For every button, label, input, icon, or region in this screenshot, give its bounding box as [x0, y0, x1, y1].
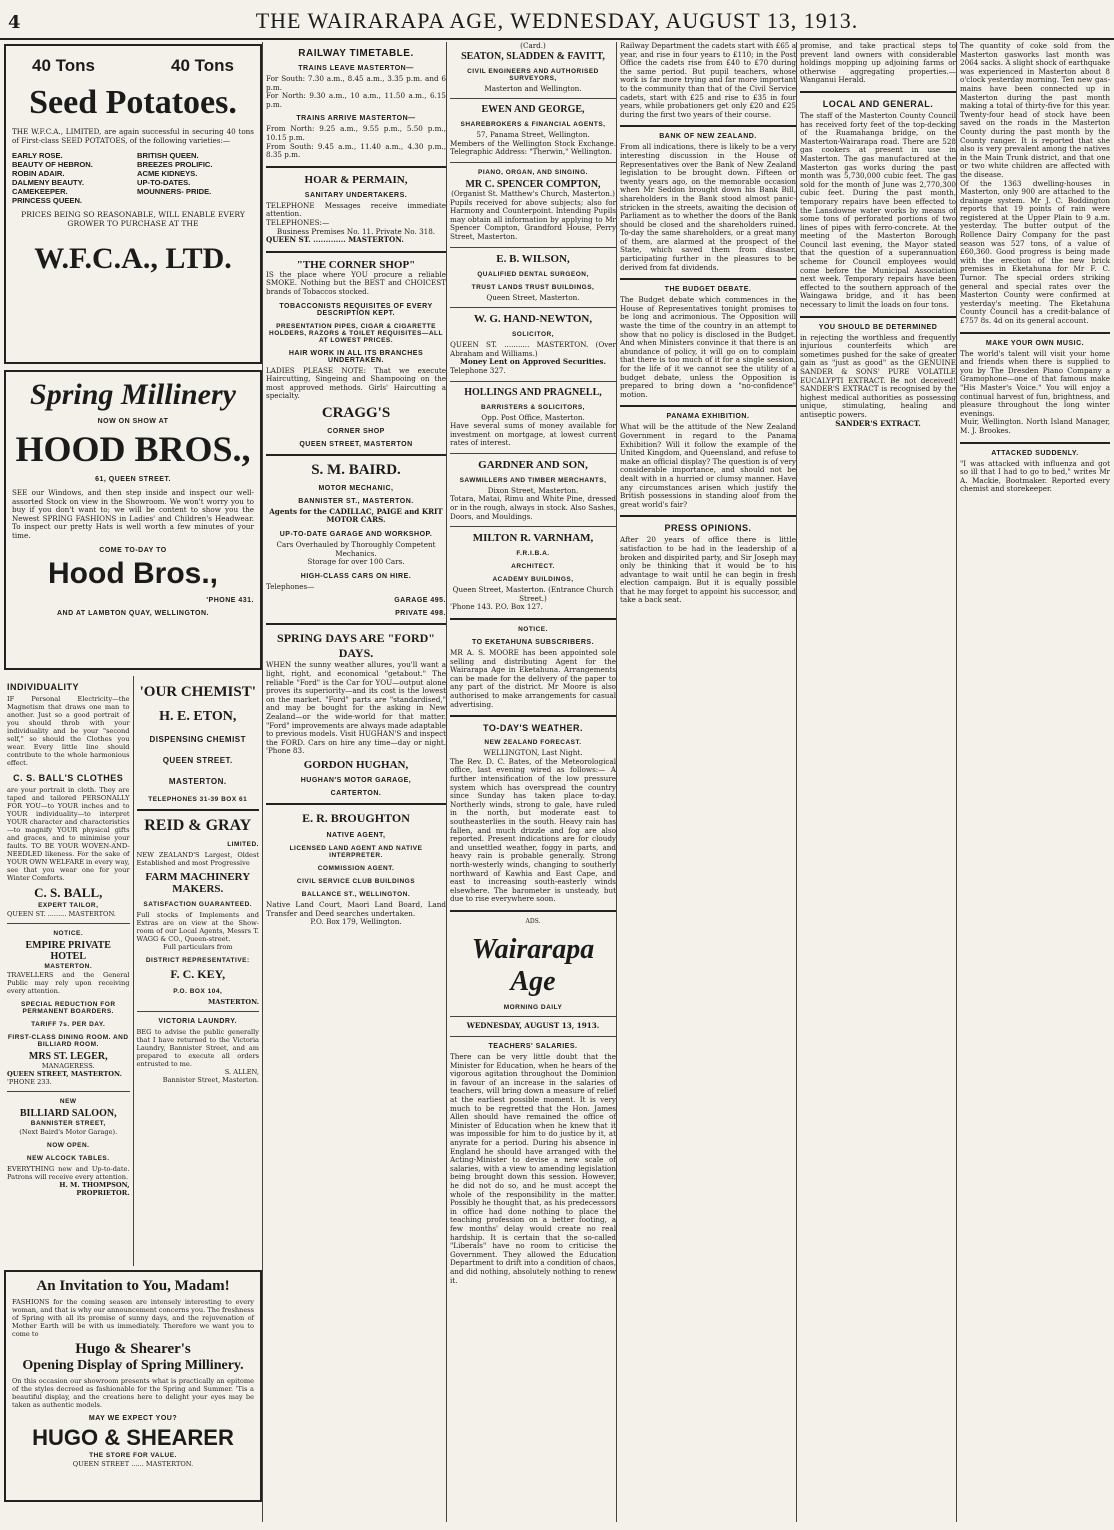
- native-body: Native Land Court, Maori Land Board, Land Transfer and Deed searches undertaken.: [266, 899, 446, 918]
- gardner-body: Totara, Matai, Rimu and White Pine, dressed or in the rough, always in stock. Also Sashes, Doors, and Mouldings.: [450, 494, 616, 521]
- column-editorial: [620, 42, 797, 1522]
- ball-address: QUEEN ST. ......... MASTERTON.: [7, 910, 116, 918]
- music-heading: MAKE YOUR OWN MUSIC.: [985, 339, 1085, 347]
- from-south: From South: 9.45 a.m., 11.40 a.m., 4.30 p.m., 8.35 p.m.: [266, 141, 446, 160]
- hugo-display: Opening Display of Spring Millinery.: [22, 1358, 244, 1373]
- seed-title: Seed Potatoes.: [29, 84, 237, 121]
- hollings-name: HOLLINGS AND PRAGNELL,: [464, 386, 602, 398]
- gordon-name: GORDON HUGHAN,: [303, 758, 409, 771]
- laundry-name: VICTORIA LAUNDRY.: [158, 1018, 238, 1025]
- friba: F.R.I.B.A.: [516, 550, 550, 558]
- hoar-trade: SANITARY UNDERTAKERS.: [304, 191, 408, 199]
- local-body: The staff of the Masterton County Council has received forty feet of the top-decking of the Ruamahanga bridge, on the Masterton-Wairarapa road. There are 528 gas cookers at present in use in Masterton. The gas manufactured at the Masterton gas works during the past month was 5,730,000 cubic feet. The gas sold for the month of June was 2,770,300 cubic feet. During the past month, temporary repairs have been effected to the Lansdowne water works by means of some tons of perforated portions of two lines of pipes with ferro-concrete. At the meeting of the Masterton Borough Council last evening, the Mayor stated that the question of a superannuation scheme for Council employees would come before the Municipal Association next week. Temporary repairs have been effected to the southern approach of the Waingawa bridge, and it has been necessary to limit the loads on four tons.: [800, 110, 956, 310]
- trust-buildings: TRUST LANDS TRUST BUILDINGS,: [471, 283, 595, 291]
- broughton-name: E. R. BROUGHTON: [302, 810, 410, 825]
- billiard-near: (Next Baird's Motor Garage).: [19, 1128, 118, 1136]
- seed-prices: PRICES BEING SO REASONABLE, WILL ENABLE EVERY GROWER TO PURCHASE AT THE: [21, 210, 245, 228]
- varnham-telephone: 'Phone 143. P.O. Box 127.: [450, 602, 543, 612]
- ads-label: ADS.: [525, 917, 541, 925]
- varnham-name: MILTON R. VARNHAM,: [472, 532, 594, 545]
- promise-body: promise, and take practical steps to prevent land owners with considerable holdings mopping up adjoining farms or otherwise aggregating properties.—Wanganui Herald.: [800, 42, 956, 85]
- hotel-phone: 'PHONE 233.: [7, 1078, 52, 1086]
- sawmillers: SAWMILLERS AND TIMBER MERCHANTS,: [459, 476, 607, 484]
- native-agent: NATIVE AGENT,: [326, 831, 386, 839]
- ball-trade: EXPERT TAILOR,: [38, 902, 99, 909]
- gordon-trade: HUGHAN'S MOTOR GARAGE,: [300, 776, 412, 784]
- weather-heading: TO-DAY'S WEATHER.: [483, 723, 583, 734]
- reid-body: NEW ZEALAND'S Largest, Oldest Established and most Progressive: [136, 851, 259, 867]
- ball-body: are your portrait in cloth. They are taped and tailored PERSONALLY FOR YOU—to YOUR inches and to YOUR individuality—to interpret YOUR character and characteristics—to magnify YOUR physical gifts and graces, and to minimise your faults. TO BE YOUR WOVEN-AND-NEEDLED likeness. For the sake of YOUR OWN WELFARE in every way, see that you wear one for your Winter Comforts.: [7, 786, 130, 882]
- billiard-street: BANNISTER STREET,: [30, 1120, 106, 1127]
- hotel-manager-role: MANAGERESS.: [41, 1062, 95, 1070]
- panama-body: What will be the attitude of the New Zealand Government in regard to the Panama Exhibition? Will it follow the example of the United Kingdom, and Queensland, and refuse to make an official display? The question is of very considerable importance, and should not be dealt with in a hurried or clumsy manner. Have any circumstances arisen which justify the British possessions in standing aloof from the great world's fair?: [620, 422, 796, 509]
- hood-address: 61, QUEEN STREET.: [95, 476, 171, 483]
- hood-bros-ad: [4, 370, 262, 670]
- invitation-body: FASHIONS for the coming season are intensely interesting to every woman, and that is why our announcement concerns you. The freshness of Spring with all its promise of sunny days, and the rejuvenation of Mother Earth will be with us immediately. Therefore we want you to come to: [12, 1298, 254, 1338]
- baird-tel-head: Telephones—: [266, 581, 315, 591]
- variety-left-4: CAMEKEEPER.: [12, 187, 68, 197]
- craggs-name: CRAGG'S: [321, 404, 391, 421]
- allen-address: Bannister Street, Masterton.: [162, 1076, 259, 1084]
- billiard-new: NEW: [59, 1098, 77, 1105]
- varnham-address: Queen Street, Masterton. (Entrance Church Street.): [452, 585, 614, 603]
- craggs-corner: CORNER SHOP: [327, 427, 385, 435]
- ewen-name: EWEN AND GEORGE,: [481, 104, 585, 116]
- variety-right-0: BRITISH QUEEN.: [137, 151, 199, 161]
- forecast-heading: NEW ZEALAND FORECAST.: [484, 739, 582, 747]
- piano-heading: PIANO, ORGAN, AND SINGING.: [478, 168, 588, 176]
- panama-heading: PANAMA EXHIBITION.: [666, 413, 750, 421]
- gordon-town: CARTERTON.: [330, 789, 382, 797]
- baird-storage: Storage for over 100 Cars.: [307, 557, 405, 567]
- key-name: F. C. KEY,: [170, 967, 226, 981]
- individuality-heading: INDIVIDUALITY: [7, 682, 80, 692]
- for-north: For North: 9.30 a.m., 10 a.m., 11.50 a.m., 6.15 p.m.: [266, 91, 446, 109]
- press-body: After 20 years of office there is little satisfaction to be had in the leadership of a broken and dispirited party, and Sir Joseph may only be thinking that it would be to his advantage to wait until he can begin in fresh election campaign. But it is equally possible that he may forget to appoint his successor, and take a back seat.: [620, 535, 796, 605]
- baird-overhauled: Cars Overhauled by Thoroughly Competent Mechanics.: [276, 540, 436, 558]
- notice-heading: NOTICE.: [518, 626, 548, 634]
- for-south: For South: 7.30 a.m., 8.45 a.m., 3.35 p.m. and 6 p.m.: [266, 74, 446, 92]
- eton-trade: DISPENSING CHEMIST: [149, 735, 247, 744]
- baird-trade: MOTOR MECHANIC,: [318, 484, 394, 492]
- presentation-pipes: PRESENTATION PIPES, CIGAR & CIGARETTE HOLDERS, RAZORS & TOILET REQUISITES—ALL AT LOWEST PRICES.: [269, 322, 443, 344]
- hood-body: SEE our Windows, and then step inside and inspect our well-assorted Stock on view in the Showroom. We won't worry you to buy if you don't want to; we will be content to show you the Newest SPRING FASHIONS in Ladies' and Children's Headwear. To inspect our pretty Hats is well worth a few minutes of your time.: [12, 488, 254, 540]
- baird-street: BANNISTER ST., MASTERTON.: [298, 497, 414, 505]
- full-particulars: Full particulars from: [162, 943, 233, 951]
- split-left: [4, 676, 133, 1266]
- seed-potatoes-ad: [4, 44, 262, 364]
- compton-organist: (Organist St. Matthew's Church, Masterton.): [451, 188, 615, 198]
- budget-body: The Budget debate which commences in the House of Representatives tonight promises to be long and acrimonious. The Opposition will waste the time of the country in an attempt to show that no policy is disclosed in the Budget. And when Ministers convince it that there is an abundance of policy, it will go on to complain that there is too much of it for a single session, for the life of it we cannot see the utility of a budget debate, unless the Opposition is prepared to bring down a "no-confidence" motion.: [620, 295, 796, 399]
- hugo-shearer-ad: [4, 1270, 262, 1502]
- weather-dateline: WELLINGTON, Last Night.: [483, 748, 583, 758]
- satisfaction: SATISFACTION GUARANTEED.: [143, 901, 253, 908]
- eton-telephones: TELEPHONES 31-39 BOX 61: [148, 796, 248, 803]
- hoar-address: QUEEN ST. ............. MASTERTON.: [266, 235, 404, 245]
- sharebrokers: SHAREBROKERS & FINANCIAL AGENTS,: [460, 121, 606, 129]
- hotel-town: MASTERTON.: [44, 963, 93, 970]
- hand-newton-name: W. G. HAND-NEWTON,: [473, 313, 593, 326]
- budget-heading: THE BUDGET DEBATE.: [664, 286, 752, 294]
- ballance-street: BALLANCE ST., WELLINGTON.: [301, 890, 411, 898]
- hood-phone: 'PHONE 431.: [206, 596, 254, 604]
- press-opinions-heading: PRESS OPINIONS.: [664, 523, 752, 534]
- column-ads-left: [4, 42, 263, 1522]
- newspaper-title: THE WAIRARAPA AGE, WEDNESDAY, AUGUST 13, 1913.: [255, 8, 859, 33]
- hotel-manager: MRS ST. LEGER,: [28, 1051, 108, 1062]
- individuality-body: IF Personal Electricity—the Magnetism that draws one man to another. Just so a good portrait of you should throb with your individuality and be your "second self," so should the Clothes you wear. Every little line should contribute to the whole harmonious effect.: [7, 695, 130, 767]
- eton-name: H. E. ETON,: [159, 709, 237, 724]
- farm-machinery: FARM MACHINERY MAKERS.: [145, 871, 251, 895]
- eton-street: QUEEN STREET.: [162, 756, 233, 765]
- sander-extract: SANDER'S EXTRACT.: [835, 418, 921, 428]
- invitation-title: An Invitation to You, Madam!: [36, 1278, 230, 1294]
- hugo-body-2: On this occasion our showroom presents what is practically an epitome of the styles decreed as fashionable for the Spring and Summer. 'Tis a beautiful display, and the creations here to delight your eyes may be taken as authentic models.: [12, 1377, 254, 1409]
- variety-left-0: EARLY ROSE.: [12, 151, 63, 161]
- coke-body: The quantity of coke sold from the Masterton gasworks last month was 2064 sacks. A slight shock of earthquake was experienced in Masterton about 8 o'clock yesterday morning. Ten new gas-mains have been connected up in Masterton during the past month making a total of thirty-five for this year. Twenty-four head of stock have been saved on the roads in the Masterton County during the past month by the County ranger. It is reported that she also is very prevalent among the natives in the Main Trunk district, and that one or two white children are affected with the disease.: [960, 42, 1110, 179]
- eton-town: MASTERTON.: [168, 777, 227, 786]
- civil-engineers: CIVIL ENGINEERS AND AUTHORISED SURVEYORS,: [467, 67, 599, 82]
- hotel-body: TRAVELLERS and the General Public may rely upon receiving every attention.: [7, 971, 130, 995]
- billiard-name: BILLIARD SALOON,: [19, 1108, 117, 1119]
- local-general-heading: LOCAL AND GENERAL.: [822, 98, 934, 109]
- seed-intro: THE W.F.C.A., LIMITED, are again successful in securing 40 tons of First-class SEED POTATOES, of the following varieties:—: [12, 127, 254, 145]
- subscribers-heading: TO EKETAHUNA SUBSCRIBERS.: [471, 639, 595, 647]
- railway-cadets-body: Railway Department the cadets start with £65 a year, and rise in four years to £110; in the Post Office the cadets rise from £40 to £70 during the same period. But pupil teachers, whose work is far more trying and far more important to the community than that of the Civil Service cadets, start with £25 and rise to £35 in four years, while probationers get only £20 and £25 during the first two years of their course.: [620, 42, 796, 119]
- hair-work: HAIR WORK IN ALL ITS BRANCHES UNDERTAKEN.: [288, 349, 424, 364]
- hotel-notice: NOTICE.: [53, 930, 84, 937]
- wilson-name: E. B. WILSON,: [496, 252, 570, 265]
- moore-notice: MR A. S. MOORE has been appointed sole selling and distributing Agent for the Wairarapa Age in Eketahuna. Arrangements can be made for the delivery of the paper to any part of the district. Mr Moore is also authorised to make arrangements for casual advertising.: [450, 648, 616, 709]
- varieties-left: [12, 151, 129, 205]
- reid-limited: LIMITED.: [227, 841, 259, 848]
- column-cards: [450, 42, 617, 1522]
- ladies-note: LADIES PLEASE NOTE: That we execute Haircutting, Singeing and Shampooing on the most approved methods. Girls' Haircutting a specialty.: [266, 365, 446, 401]
- hotel-name: EMPIRE PRIVATE HOTEL: [25, 940, 111, 962]
- hotel-tariff: TARIFF 7s. PER DAY.: [31, 1021, 106, 1028]
- trains-leave: TRAINS LEAVE MASTERTON—: [298, 65, 414, 72]
- from-north: From North: 9.25 a.m., 9.55 p.m., 5.50 p.m., 10.15 p.m.: [266, 124, 446, 142]
- hood-name-2: Hood Bros.,: [48, 556, 218, 590]
- key-box: P.O. BOX 104,: [173, 988, 223, 995]
- hood-name: HOOD BROS.,: [15, 429, 251, 469]
- sander-body: in rejecting the worthless and frequently injurious counterfeits which are sometimes pushed for the sake of greater gain as "just as good" as the GENUINE SANDER & SONS' PURE VOLATILE EUCALYPTI EXTRACT. Be not deceived! SANDER'S EXTRACT is recognised by the highest medical authorities as possessing unique, stimulating, healing and antiseptic powers.: [800, 332, 956, 419]
- hugo-expect: MAY WE EXPECT YOU?: [88, 1415, 178, 1422]
- variety-left-2: ROBIN ADAIR.: [12, 169, 65, 179]
- billiard-open: NOW OPEN.: [47, 1142, 90, 1149]
- paper-title: Wairarapa Age: [471, 934, 595, 998]
- varieties-right: [137, 151, 254, 205]
- drainage-body: Of the 1363 dwelling-houses in Masterton, only 900 are attached to the drainage system. Mr J. C. Boddington reports that 19 points of rain were registered at the Upper Plain to 9 a.m. yesterday. The butter output of the Rollence Dairy Company for the past season was 527 tons, of a value of £60,360. Good progress is being made with the erection of the new brick premises in Eketahuna for Mr F. C. Turnor. The special orders striking general and special rates over the Masterton County were confirmed at yesterday's meeting. The Eketahuna County Council has a credit-balance of £757 8s. 4d on its general account.: [960, 178, 1110, 325]
- compton-name: MR C. SPENCER COMPTON,: [465, 178, 601, 190]
- card-label: (Card.): [520, 42, 546, 50]
- dental-surgeon: QUALIFIED DENTAL SURGEON,: [477, 270, 589, 278]
- wilson-address: Queen Street, Masterton.: [486, 292, 580, 302]
- trains-arrive: TRAINS ARRIVE MASTERTON—: [296, 115, 416, 123]
- hugo-name: Hugo & Shearer's: [75, 1341, 191, 1357]
- ewen-address: 57, Panama Street, Wellington.: [476, 130, 590, 140]
- morning-daily: MORNING DAILY: [503, 1004, 563, 1012]
- spring-ford-title: SPRING DAYS ARE "FORD" DAYS.: [277, 631, 435, 661]
- column-local-news: [800, 42, 957, 1522]
- hotel-dining: FIRST-CLASS DINING ROOM. AND BILLIARD ROOM.: [7, 1034, 129, 1048]
- hugo-tag: THE STORE FOR VALUE.: [89, 1452, 177, 1459]
- variety-left-1: BEAUTY OF HEBRON.: [12, 160, 93, 170]
- music-body: The world's talent will visit your home and friends when there is supplied to you by The Dresden Piano Company a Gramophone—one of that famous make "His Master's Voice." You will enjoy a continual harvest of fun, brightness, and pleasure throughout the long winter evenings.: [960, 348, 1110, 418]
- railway-heading: RAILWAY TIMETABLE.: [298, 48, 414, 59]
- baird-name: S. M. BAIRD.: [311, 461, 401, 478]
- ball-clothes-heading: C. S. BALL'S CLOTHES: [13, 773, 124, 783]
- attacked-heading: ATTACKED SUDDENLY.: [991, 449, 1079, 457]
- column1-split: [4, 676, 262, 1266]
- hugo-address: QUEEN STREET ...... MASTERTON.: [72, 1460, 194, 1468]
- barristers-label: BARRISTERS & SOLICITORS,: [481, 403, 585, 411]
- tobacconists: TOBACCONISTS REQUISITES OF EVERY DESCRIPTION KEPT.: [279, 302, 433, 317]
- licensed-agent: LICENSED LAND AGENT AND NATIVE INTERPRETER.: [289, 844, 423, 859]
- compton-body: Pupils received for above subjects; also for Harmony and Counterpoint. Intending Pupils may obtain all information by applying to Mr Spencer Compton, Grandford House, Perry Street, Masterton.: [450, 197, 616, 241]
- gardner-name: GARDNER AND SON,: [478, 458, 588, 471]
- come-today: COME TO-DAY TO: [99, 546, 167, 554]
- billiard-tables: NEW ALCOCK TABLES.: [26, 1155, 110, 1162]
- tons-label-left: 40 Tons: [32, 56, 95, 75]
- column-ads-2: [266, 42, 447, 1522]
- allen-name: S. ALLEN,: [224, 1068, 259, 1076]
- hoar-tel-numbers: Business Premises No. 11. Private No. 318.: [276, 226, 436, 236]
- split-right: [133, 676, 263, 1266]
- wfca-brand: W.F.C.A., LTD.: [34, 242, 232, 276]
- seaton-address: Masterton and Wellington.: [484, 83, 582, 93]
- column-news-right: [960, 42, 1110, 1522]
- masthead: [0, 0, 1114, 40]
- hugo-brand: HUGO & SHEARER: [32, 1425, 234, 1450]
- hand-telephone: Telephone 327.: [450, 365, 506, 375]
- billiard-proprietor: H. M. THOMPSON, PROPRIETOR.: [59, 1181, 130, 1197]
- music-manager: Muir, Wellington. North Island Manager, M. J. Brookes.: [960, 417, 1110, 435]
- variety-right-3: UP-TO-DATES.: [137, 178, 191, 188]
- seed-varieties: [12, 151, 254, 205]
- key-town: MASTERTON.: [207, 998, 259, 1006]
- garage-telephone: GARAGE 495.: [394, 597, 446, 605]
- variety-left-5: PRINCESS QUEEN.: [12, 196, 83, 206]
- reid-stock: Full stocks of Implements and Extras are on view at the Show-room of our Local Agents, Messrs T. WAGG & CO., Queen-street.: [136, 911, 259, 943]
- civil-service-club: CIVIL SERVICE CLUB BUILDINGS: [296, 877, 416, 885]
- billiard-body: EVERYTHING new and Up-to-date. Patrons will receive every attention.: [7, 1165, 130, 1181]
- hand-address: QUEEN ST. ........... MASTERTON. (Over Abraham and Williams.): [450, 340, 616, 358]
- hollings-address: Opp. Post Office, Masterton.: [481, 412, 585, 422]
- ball-name: C. S. BALL,: [34, 885, 103, 900]
- hoar-body: TELEPHONE Messages receive immediate attention.: [266, 200, 446, 219]
- academy-buildings: ACADEMY BUILDINGS,: [492, 576, 574, 584]
- architect: ARCHITECT.: [511, 563, 555, 571]
- money-lent: Money Lent on Approved Securities.: [460, 357, 606, 367]
- broughton-pobox: P.O. Box 179, Wellington.: [310, 917, 402, 927]
- hotel-special: SPECIAL REDUCTION FOR PERMANENT BOARDERS.: [20, 1001, 116, 1015]
- on-show: NOW ON SHOW AT: [97, 418, 169, 425]
- variety-right-2: ACME KIDNEYS.: [137, 169, 198, 179]
- hood-address-2: AND AT LAMBTON QUAY, WELLINGTON.: [57, 609, 209, 617]
- bank-body: From all indications, there is likely to be a very interesting discussion in the House of Representatives over the Bank of New Zealand legislation to be brought down. Fifteen or twenty years ago, on the memorable occasion when Mr Seddon brought down his Bank Bill, shareholders in the Bank stood almost panic-stricken in the streets, awaiting the decision of Parliament as to whether the doors of the Bank should be closed and the shareholders ruined. To-day the same shareholders, or a great many of them, are alarmed at the prospect of the State, which saved them from disaster, participating further in the pleasures to be derived from fat dividends.: [620, 142, 796, 272]
- hollings-body: Have several sums of money available for investment on mortgage, at lowest current rates of interest.: [450, 421, 616, 448]
- teachers-heading: TEACHERS' SALARIES.: [488, 1043, 578, 1051]
- variety-right-1: BREEZES PROLIFIC.: [137, 160, 213, 170]
- weather-body: The Rev. D. C. Bates, of the Meteorological office, last evening wired as follows:— A further intensification of the low pressure system which has overspread the country since Sunday has taken place to-day. Northerly winds, strong to gale, have ruled in the north, but moderate east to southeasterlies in the south. Heavy rain has fallen, and much drizzle and fog are also reported. Present indications are for cloudy and unsettled weather, foggy in parts, and heavy rain is probable generally. Strong north-westerly winds, changing to southerly northward of Kawhia and East Cape, and east to increasing south-easterly winds elsewhere. The barometer is unsteady, but due to rise everywhere soon.: [450, 756, 616, 904]
- seaton-name: SEATON, SLADDEN & FAVITT,: [461, 50, 605, 62]
- bank-heading: BANK OF NEW ZEALAND.: [659, 133, 757, 141]
- our-chemist: 'OUR CHEMIST': [139, 684, 256, 700]
- millinery-title: Spring Millinery: [30, 378, 236, 411]
- baird-garage: UP-TO-DATE GARAGE AND WORKSHOP.: [279, 531, 433, 539]
- corner-shop-title: "THE CORNER SHOP": [296, 258, 416, 271]
- teachers-body: There can be very little doubt that the Minister for Education, when he hears of the vigorous agitation throughout the Dominion in favour of an increase in the salaries of teachers, will bring down a measure of relief at the earliest possible moment. It is very much to be regretted that the Hon. James Allen should have remained the office of Minister of Education when he knew that it was impossible for him to do justice by it, at anyrate for a period. During his absence in England he should have arranged with the Acting-Minister to devise a new scale of salaries, with a view to amending legislation being brought down this session. However, he did not do so, and he must accept the whole of the responsibility in the matter. Possibly he thought that, as his predecessors in office had done nothing to place the teaching profession on a better footing, a few months' delay would create no real hardship. It is certain that the so-called "Liberals" have no room to criticise the Government. They allowed the Education Department to drift into a condition of chaos, and did nothing, absolutely nothing to renew it.: [450, 1052, 616, 1285]
- attacked-body: "I was attacked with influenza and got so ill that I had to go to bed," writes Mr A. Mackie, Bootmaker. Reported every chemist and storekeeper.: [960, 458, 1110, 494]
- craggs-address: QUEEN STREET, MASTERTON: [299, 440, 413, 448]
- corner-body: IS the place where YOU procure a reliable SMOKE. Nothing but the BEST and CHOICEST brands of Tobaccos stocked.: [266, 269, 446, 296]
- ewen-body: Members of the Wellington Stock Exchange. Telegraphic Address: "Therwin," Wellington.: [450, 138, 616, 157]
- tons-label-right: 40 Tons: [171, 56, 234, 75]
- hoar-name: HOAR & PERMAIN,: [304, 173, 408, 186]
- reid-gray-name: REID & GRAY: [144, 817, 252, 834]
- private-telephone: PRIVATE 498.: [395, 610, 446, 618]
- leader-date: WEDNESDAY, AUGUST 13, 1913.: [466, 1021, 600, 1031]
- solicitor-label: SOLICITOR,: [511, 331, 555, 339]
- page-number: 4: [8, 12, 21, 33]
- baird-hire: HIGH-CLASS CARS ON HIRE.: [300, 572, 412, 580]
- baird-agents: Agents for the CADILLAC, PAIGE and KRIT MOTOR CARS.: [269, 506, 443, 525]
- hoar-telephones: TELEPHONES:—: [266, 217, 330, 227]
- gardner-address: Dixon Street, Masterton.: [487, 485, 579, 495]
- laundry-body: BEG to advise the public generally that I have returned to the Victoria Laundry, Bannister Street, and am prepared to execute all orders entrusted to me.: [136, 1028, 259, 1068]
- ford-body: WHEN the sunny weather allures, you'll want a light, right, and economical "getabout." The reliable "Ford" is the Car for YOU—output alone proves its superiority—and its cost is the lowest on the market. "Ford" parts are "standardised," and may be bought for the asking in New Zealand—or the wide-world for that matter. "Ford" improvements are always made adaptable to previous models. Visit HUGHAN'S and inspect the FORD. Cars on hire any time—day or night. 'Phone 83.: [266, 660, 446, 756]
- variety-left-3: DALMENY BEAUTY.: [12, 178, 85, 188]
- commission-agent: COMMISSION AGENT.: [317, 864, 395, 872]
- district-rep: DISTRICT REPRESENTATIVE:: [145, 957, 250, 964]
- hotel-address: QUEEN STREET, MASTERTON.: [7, 1070, 122, 1078]
- variety-right-4: MOUNNERS- PRIDE.: [137, 187, 212, 197]
- sander-heading: YOU SHOULD BE DETERMINED: [818, 323, 938, 331]
